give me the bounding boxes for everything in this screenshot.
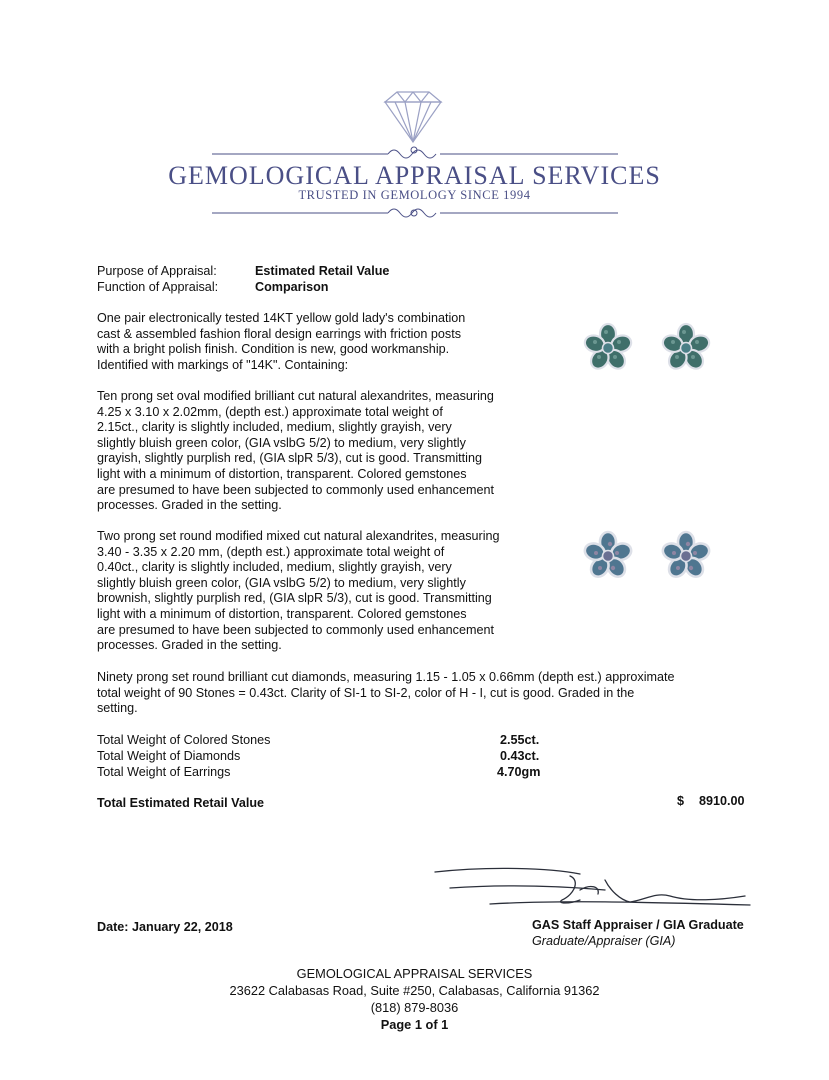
retail-value-amount: 8910.00 (699, 794, 745, 808)
footer-phone: (818) 879-8036 (370, 1000, 459, 1015)
stone-line: are presumed to have been subjected to commonly used enhancement (97, 622, 494, 637)
stone-line: 3.40 - 3.35 x 2.20 mm, (depth est.) approximate total weight of (97, 544, 445, 559)
diamonds-paragraph (97, 670, 737, 717)
stone-line: 2.15ct., clarity is slightly included, medium, slightly grayish, very (97, 420, 452, 435)
stone-line: processes. Graded in the setting. (97, 638, 282, 653)
appraiser-credential: Graduate/Appraiser (GIA) (532, 934, 676, 948)
stone-line: Two prong set round modified mixed cut natural alexandrites, measuring (97, 529, 500, 543)
footer (0, 965, 829, 1033)
earring-photo-1 (570, 312, 730, 392)
function-value: Comparison (255, 280, 329, 294)
total-colored-label: Total Weight of Colored Stones (97, 733, 271, 747)
stone-line: light with a minimum of distortion, transparent. Colored gemstones (97, 606, 467, 621)
stone-line: 0.40ct., clarity is slightly included, medium, slightly grayish, very (97, 560, 452, 575)
diamond-line: Ninety prong set round brilliant cut diamonds, measuring 1.15 - 1.05 x 0.66mm (depth est.) approximate (97, 670, 675, 684)
stone-line: brownish, slightly purplish red, (GIA slpR 5/3), cut is good. Transmitting (97, 591, 492, 606)
stone-line: 4.25 x 3.10 x 2.02mm, (depth est.) approximate total weight of (97, 404, 443, 419)
retail-value-label: Total Estimated Retail Value (97, 796, 265, 810)
function-label: Function of Appraisal: (97, 280, 219, 294)
footer-company: GEMOLOGICAL APPRAISAL SERVICES (296, 966, 533, 981)
stone-line: processes. Graded in the setting. (97, 498, 282, 513)
company-tagline: TRUSTED IN GEMOLOGY SINCE 1994 (298, 188, 531, 202)
stone-group-1-paragraph (97, 389, 567, 514)
diamond-line: setting. (97, 701, 138, 716)
ornament-top (212, 147, 618, 158)
stone-line: grayish, slightly purplish red, (GIA slpR 5/3), cut is good. Transmitting (97, 451, 482, 466)
footer-address: 23622 Calabasas Road, Suite #250, Calabasas, California 91362 (229, 983, 600, 998)
description-line: Identified with markings of "14K". Containing: (97, 357, 349, 372)
description-line: One pair electronically tested 14KT yellow gold lady's combination (97, 311, 466, 325)
ornament-bottom (212, 209, 618, 217)
stone-line: are presumed to have been subjected to commonly used enhancement (97, 482, 494, 497)
description-paragraph (97, 311, 567, 373)
total-earrings-label: Total Weight of Earrings (97, 765, 231, 779)
stone-line: slightly bluish green color, (GIA vslbG 5/2) to medium, very slightly (97, 575, 466, 590)
purpose-label: Purpose of Appraisal: (97, 264, 217, 278)
earring-photo-2 (570, 518, 730, 598)
diamond-line: total weight of 90 Stones = 0.43ct. Clarity of SI-1 to SI-2, color of H - I, cut is good. Graded in the (97, 685, 635, 700)
description-line: cast & assembled fashion floral design earrings with friction posts (97, 326, 461, 341)
appraiser-title: GAS Staff Appraiser / GIA Graduate (532, 918, 744, 932)
appraisal-date: Date: January 22, 2018 (97, 920, 233, 934)
signature-image (430, 860, 760, 920)
company-name: GEMOLOGICAL APPRAISAL SERVICES (168, 161, 661, 190)
stone-group-2-paragraph (97, 529, 567, 654)
currency-symbol: $ (677, 794, 685, 808)
total-diamonds-value: 0.43ct. (500, 749, 540, 763)
total-diamonds-label: Total Weight of Diamonds (97, 749, 241, 763)
description-line: with a bright polish finish. Condition is new, good workmanship. (97, 342, 450, 357)
stone-line: light with a minimum of distortion, transparent. Colored gemstones (97, 466, 467, 481)
total-earrings-value: 4.70gm (497, 765, 541, 779)
diamond-icon (385, 92, 441, 142)
purpose-value: Estimated Retail Value (255, 264, 390, 278)
page-number: Page 1 of 1 (380, 1017, 449, 1032)
stone-line: slightly bluish green color, (GIA vslbG 5/2) to medium, very slightly (97, 435, 466, 450)
stone-line: Ten prong set oval modified brilliant cut natural alexandrites, measuring (97, 389, 494, 403)
total-colored-value: 2.55ct. (500, 733, 540, 747)
